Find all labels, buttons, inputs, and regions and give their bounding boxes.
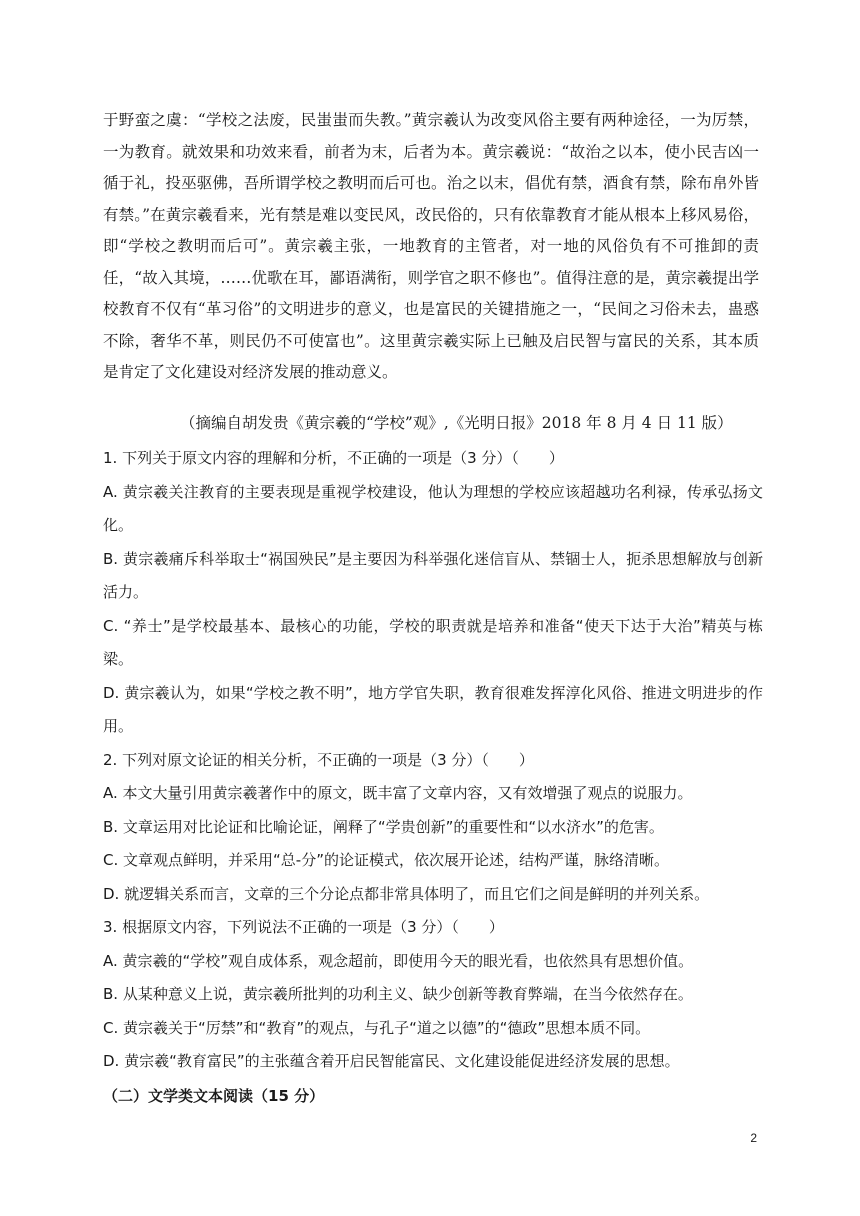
option-d: D. 黄宗羲“教育富民”的主张蕴含着开启民智能富民、文化建设能促进经济发展的思想。 (103, 1052, 680, 1070)
option-a: A. 黄宗羲的“学校”观自成体系，观念超前，即使用今天的眼光看，也依然具有思想价值。 (103, 951, 694, 970)
option-b: B. 文章运用对比论证和比喻论证，阐释了“学贵创新”的重要性和“以水济水”的危害。 (103, 817, 664, 836)
question-3 (103, 911, 763, 1079)
question-list (103, 442, 763, 1079)
question-stem: 1. 下列关于原文内容的理解和分析，不正确的一项是（3 分）（ ） (103, 449, 564, 467)
question-stem: 3. 根据原文内容，下列说法不正确的一项是（3 分）（ ） (103, 918, 504, 936)
question-2 (103, 744, 763, 912)
source-citation: （摘编自胡发贵《黄宗羲的“学校”观》,《光明日报》2018 年 8 月 4 日 11 版） (180, 414, 733, 432)
question-1 (103, 442, 763, 744)
option-a: A. 本文大量引用黄宗羲著作中的原文，既丰富了文章内容，又有效增强了观点的说服力。 (103, 784, 693, 802)
option-c: C. 文章观点鲜明，并采用“总-分”的论证模式，依次展开论述，结构严谨，脉络清晰。 (103, 851, 669, 869)
section-heading: （二）文学类文本阅读（15 分） (103, 1087, 325, 1105)
option-a: A. 黄宗羲关注教育的主要表现是重视学校建设，他认为理想的学校应该超越功名利禄，传承弘扬文化。 (103, 482, 763, 534)
option-d: D. 就逻辑关系而言，文章的三个分论点都非常具体明了，而且它们之间是鲜明的并列关系。 (103, 884, 710, 903)
option-c: C. 黄宗羲关于“厉禁”和“教育”的观点，与孔子“道之以德”的“德政”思想本质不同。 (103, 1018, 651, 1037)
option-d: D. 黄宗羲认为，如果“学校之教不明”，地方学官失职，教育很难发挥淳化风俗、推进文明进步的作用。 (103, 683, 763, 735)
passage-paragraph: 于野蛮之虞：“学校之法废，民蚩蚩而失教。”黄宗羲认为改变风俗主要有两种途径，一为厉禁，一为教育。就效果和功效来看，前者为末，后者为本。黄宗羲说：“故治之以本，使小民吉凶一循于礼，投巫驱佛，吾所谓学校之教明而后可也。治之以末，倡优有禁，酒食有禁，除布帛外皆有禁。”在黄宗羲看来，光有禁是难以变民风，改民俗的，只有依靠教育才能从根本上移风易俗，即“学校之教明而后可”。黄宗羲主张，一地教育的主管者，对一地的风俗负有不可推卸的责任，“故入其境，……优歌在耳，鄙语满衔，则学官之职不修也”。值得注意的是，黄宗羲提出学校教育不仅有“革习俗”的文明进步的意义，也是富民的关键措施之一，“民间之习俗未去，蛊惑不除，奢华不革，则民仍不可使富也”。这里黄宗羲实际上已触及启民智与富民的关系，其本质是肯定了文化建设对经济发展的推动意义。 (103, 111, 759, 381)
page-number: 2 (750, 1131, 757, 1145)
option-b: B. 黄宗羲痛斥科举取士“祸国殃民”是主要因为科举强化迷信盲从、禁锢士人，扼杀思想解放与创新活力。 (103, 549, 763, 601)
question-stem: 2. 下列对原文论证的相关分析，不正确的一项是（3 分）（ ） (103, 750, 534, 769)
option-c: C. “养士”是学校最基本、最核心的功能，学校的职责就是培养和准备“使天下达于大治”精英与栋梁。 (103, 616, 763, 668)
option-b: B. 从某种意义上说，黄宗羲所批判的功利主义、缺少创新等教育弊端，在当今依然存在。 (103, 985, 693, 1003)
